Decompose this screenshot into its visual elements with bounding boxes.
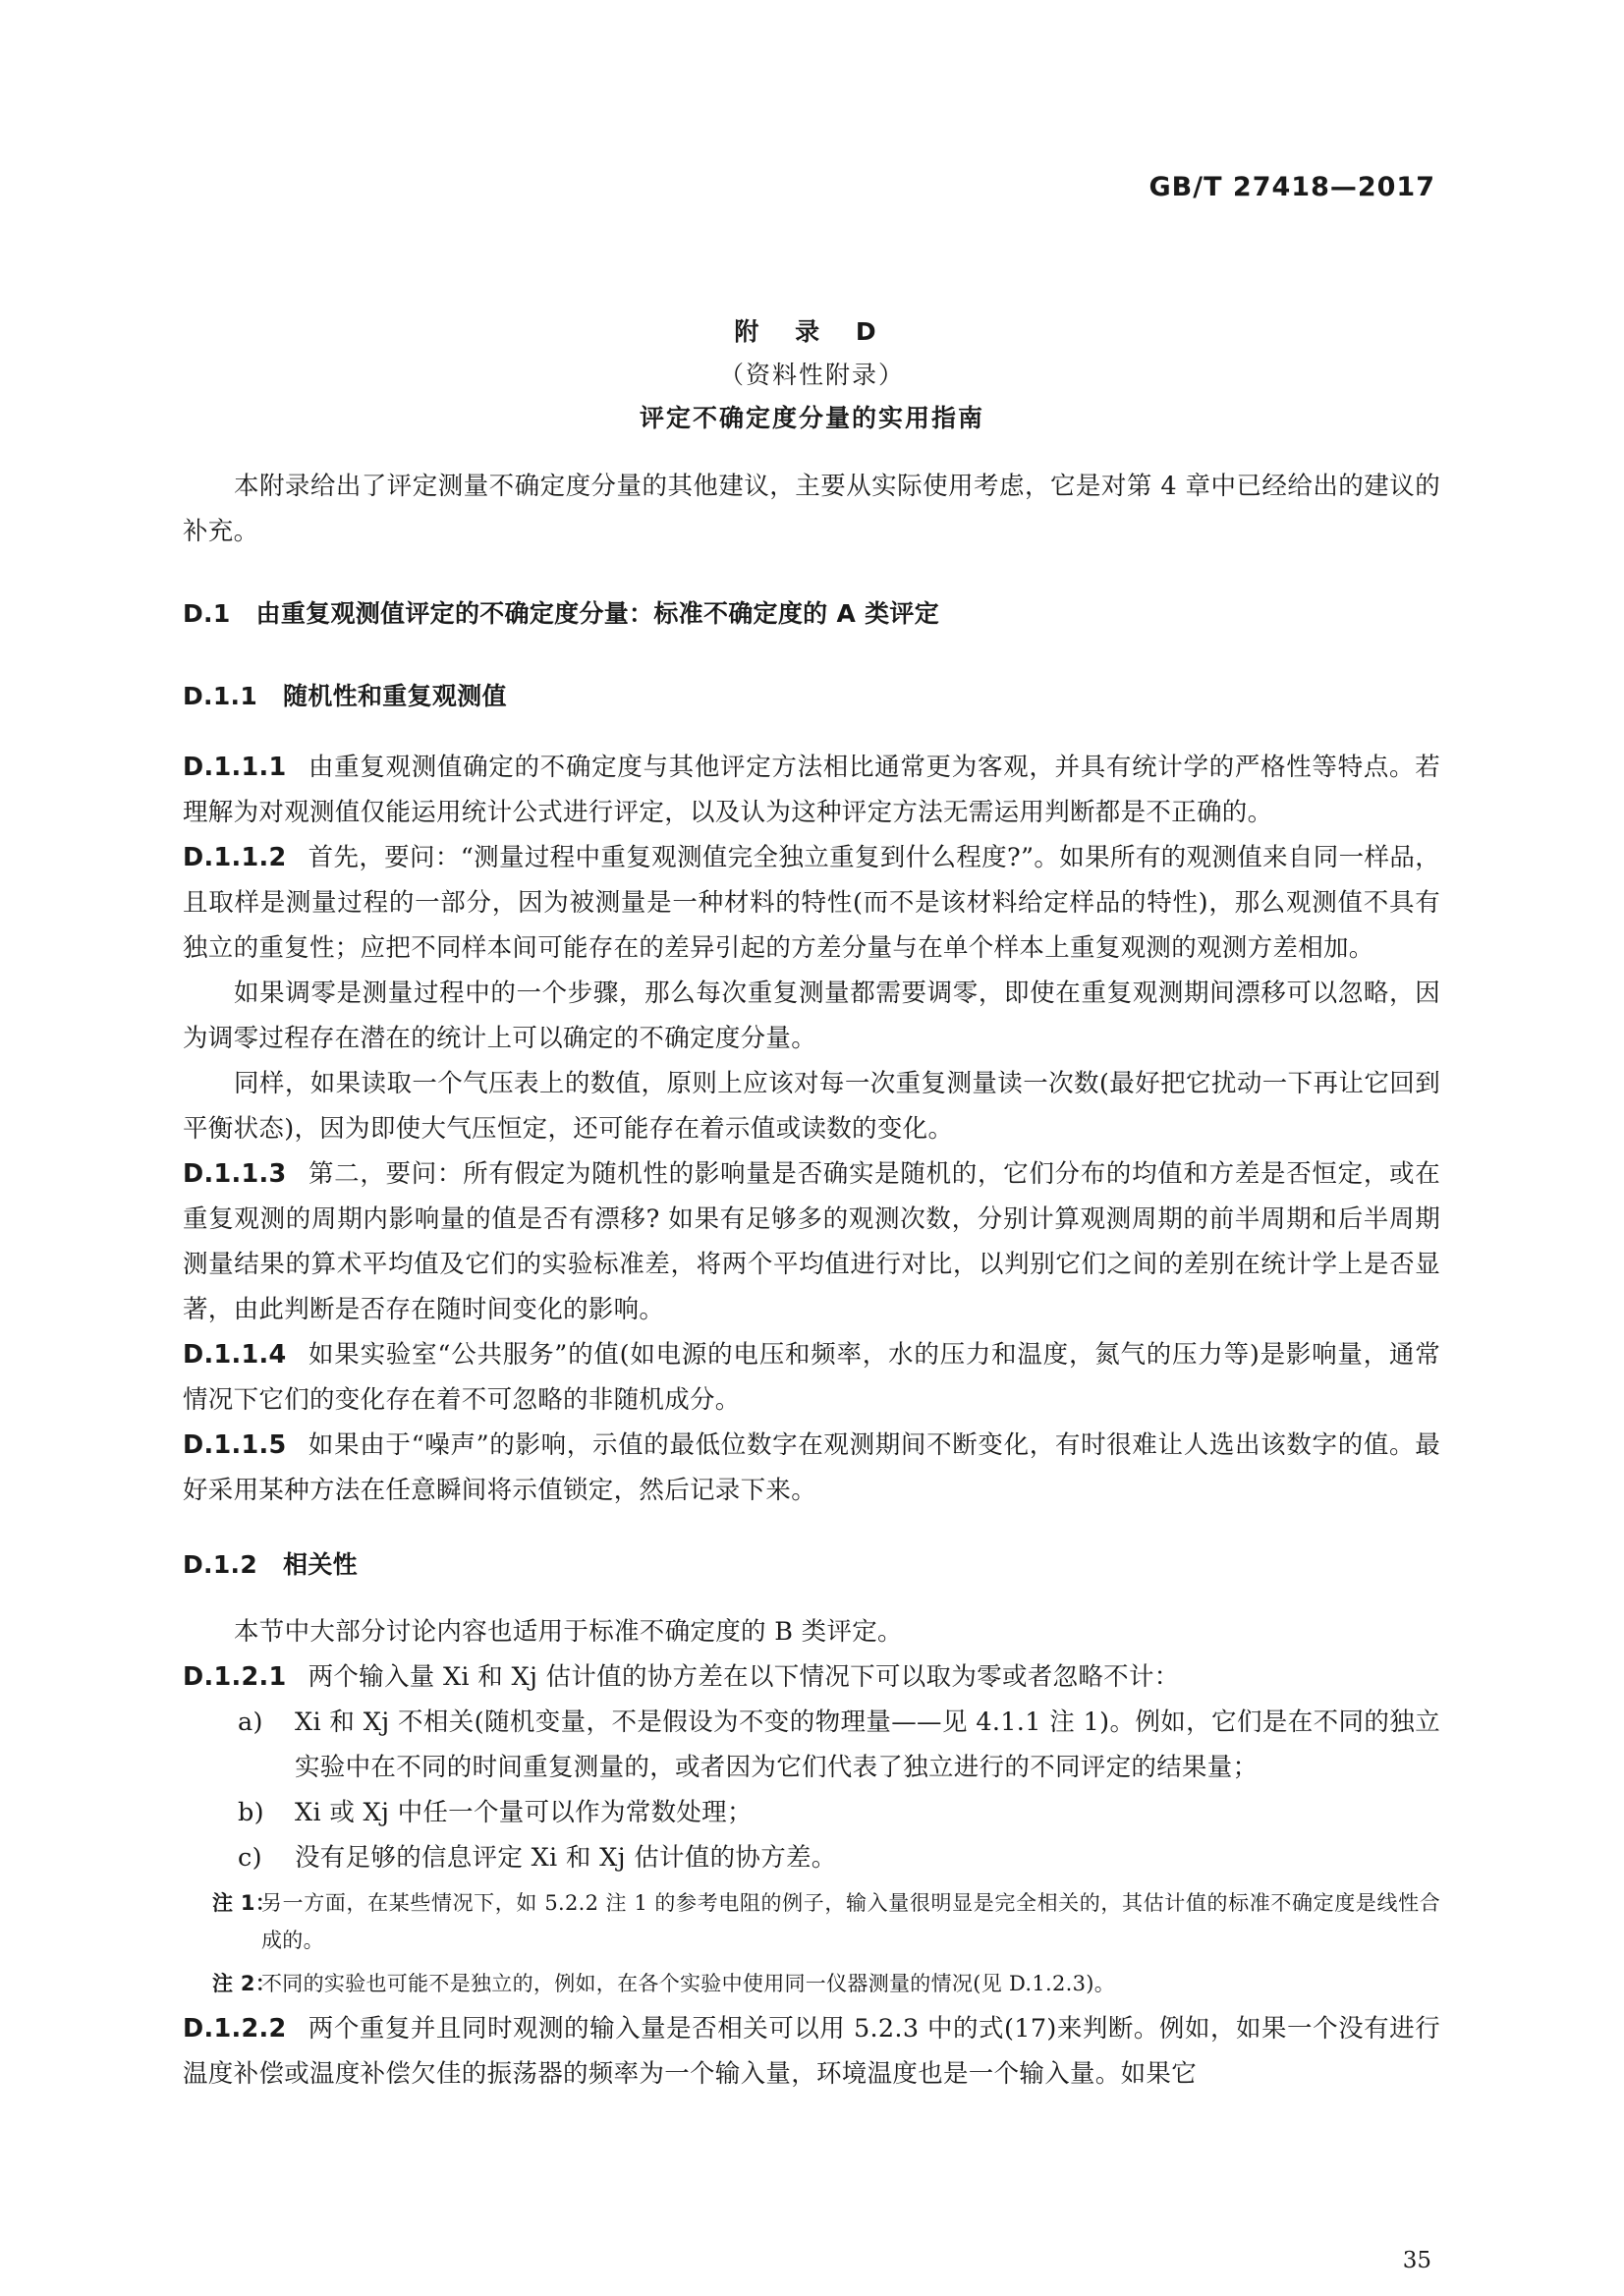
clause-text: 由重复观测值确定的不确定度与其他评定方法相比通常更为客观，并具有统计学的严格性等特点。若理解为对观测值仅能运用统计公式进行评定，以及认为这种评定方法无需运用判断都是不正确的。 [183, 753, 1440, 827]
list-marker: b) [238, 1798, 264, 1827]
note-1 [183, 1884, 1440, 1959]
standard-code: GB/T 27418—2017 [1148, 172, 1435, 202]
clause-text: 首先，要问：“测量过程中重复观测值完全独立重复到什么程度?”。如果所有的观测值来自同一样品，且取样是测量过程的一部分，因为被测量是一种材料的特性(而不是该材料给定样品的特性)，那么观测值不具有独立的重复性；应把不同样本间可能存在的差异引起的方差分量与在单个样本上重复观测的观测方差相加。 [183, 843, 1440, 963]
clause-text: 两个输入量 Xi 和 Xj 估计值的协方差在以下情况下可以取为零或者忽略不计： [308, 1662, 1180, 1692]
list-marker: c) [238, 1843, 262, 1873]
clause-d121 [183, 1654, 1440, 1700]
list-item-text: Xi 和 Xj 不相关(随机变量，不是假设为不变的物理量——见 4.1.1 注 1)。例如，它们是在不同的独立实验中在不同的时间重复测量的，或者因为它们代表了独立进行的不同评定的结果量； [295, 1708, 1440, 1782]
clause-number: D.1.1.5 [183, 1430, 287, 1460]
appendix-type: （资料性附录） [718, 361, 905, 389]
clause-number: D.1.1.1 [183, 753, 287, 782]
note-2 [183, 1965, 1440, 2002]
list-marker: a) [238, 1708, 263, 1737]
clause-d122 [183, 2006, 1440, 2097]
section-d12-intro: 本节中大部分讨论内容也适用于标准不确定度的 B 类评定。 [234, 1617, 903, 1647]
clause-number: D.1.1.4 [183, 1340, 287, 1370]
list-item-text: 没有足够的信息评定 Xi 和 Xj 估计值的协方差。 [295, 1843, 837, 1873]
appendix-title: 评定不确定度分量的实用指南 [639, 404, 984, 432]
list-item-text: Xi 或 Xj 中任一个量可以作为常数处理； [295, 1798, 753, 1827]
note-label: 注 2： [212, 1972, 277, 1995]
clause-text: 两个重复并且同时观测的输入量是否相关可以用 5.2.3 中的式(17)来判断。例如，如果一个没有进行温度补偿或温度补偿欠佳的振荡器的频率为一个输入量，环境温度也是一个输入量。如果它 [183, 2014, 1440, 2089]
section-title: 相关性 [283, 1550, 358, 1579]
section-number: D.1.1 [183, 682, 258, 710]
list-item [183, 1700, 1440, 1790]
clause-text: 第二，要问：所有假定为随机性的影响量是否确实是随机的，它们分布的均值和方差是否恒定，或在重复观测的周期内影响量的值是否有漂移? 如果有足够多的观测次数，分别计算观测周期的前半周期和后半周期测量结果的算术平均值及它们的实验标准差，将两个平均值进行对比，以判别它们之间的差别在统计学上是否显著，由此判断是否存在随时间变化的影响。 [183, 1159, 1440, 1324]
intro-paragraph: 本附录给出了评定测量不确定度分量的其他建议，主要从实际使用考虑，它是对第 4 章中已经给出的建议的补充。 [183, 472, 1440, 546]
list-item [183, 1835, 1440, 1880]
clause-d112 [183, 835, 1440, 971]
clause-d111 [183, 745, 1440, 835]
note-label: 注 1： [212, 1891, 277, 1915]
clause-d112-para2: 如果调零是测量过程中的一个步骤，那么每次重复测量都需要调零，即使在重复观测期间漂移可以忽略，因为调零过程存在潜在的统计上可以确定的不确定度分量。 [183, 979, 1440, 1053]
clause-number: D.1.1.2 [183, 843, 287, 872]
section-number: D.1 [183, 599, 231, 628]
document-body [183, 464, 1440, 2097]
clause-number: D.1.2.1 [183, 1662, 287, 1692]
clause-text: 如果由于“噪声”的影响，示值的最低位数字在观测期间不断变化，有时很难让人选出该数字的值。最好采用某种方法在任意瞬间将示值锁定，然后记录下来。 [183, 1430, 1440, 1505]
section-title: 由重复观测值评定的不确定度分量：标准不确定度的 A 类评定 [255, 599, 940, 628]
note-text: 另一方面，在某些情况下，如 5.2.2 注 1 的参考电阻的例子，输入量很明显是完全相关的，其估计值的标准不确定度是线性合成的。 [261, 1891, 1440, 1952]
clause-d112-para3: 同样，如果读取一个气压表上的数值，原则上应该对每一次重复测量读一次数(最好把它扰动一下再让它回到平衡状态)，因为即使大气压恒定，还可能存在着示值或读数的变化。 [183, 1069, 1440, 1144]
clause-d113 [183, 1151, 1440, 1332]
list-item [183, 1790, 1440, 1835]
note-text: 不同的实验也可能不是独立的，例如，在各个实验中使用同一仪器测量的情况(见 D.1.2.3)。 [261, 1972, 1116, 1995]
clause-number: D.1.2.2 [183, 2014, 287, 2044]
appendix-label: 附 录 D [734, 317, 890, 346]
section-d11-heading [183, 674, 1440, 719]
clause-d114 [183, 1332, 1440, 1423]
section-number: D.1.2 [183, 1550, 258, 1579]
clause-d115 [183, 1423, 1440, 1513]
clause-text: 如果实验室“公共服务”的值(如电源的电压和频率，水的压力和温度，氮气的压力等)是影响量，通常情况下它们的变化存在着不可忽略的非随机成分。 [183, 1340, 1440, 1415]
page-number: 35 [1402, 2248, 1431, 2273]
section-title: 随机性和重复观测值 [283, 682, 507, 710]
section-d12-heading [183, 1542, 1440, 1588]
section-d1-heading [183, 591, 1440, 637]
clause-number: D.1.1.3 [183, 1159, 287, 1189]
